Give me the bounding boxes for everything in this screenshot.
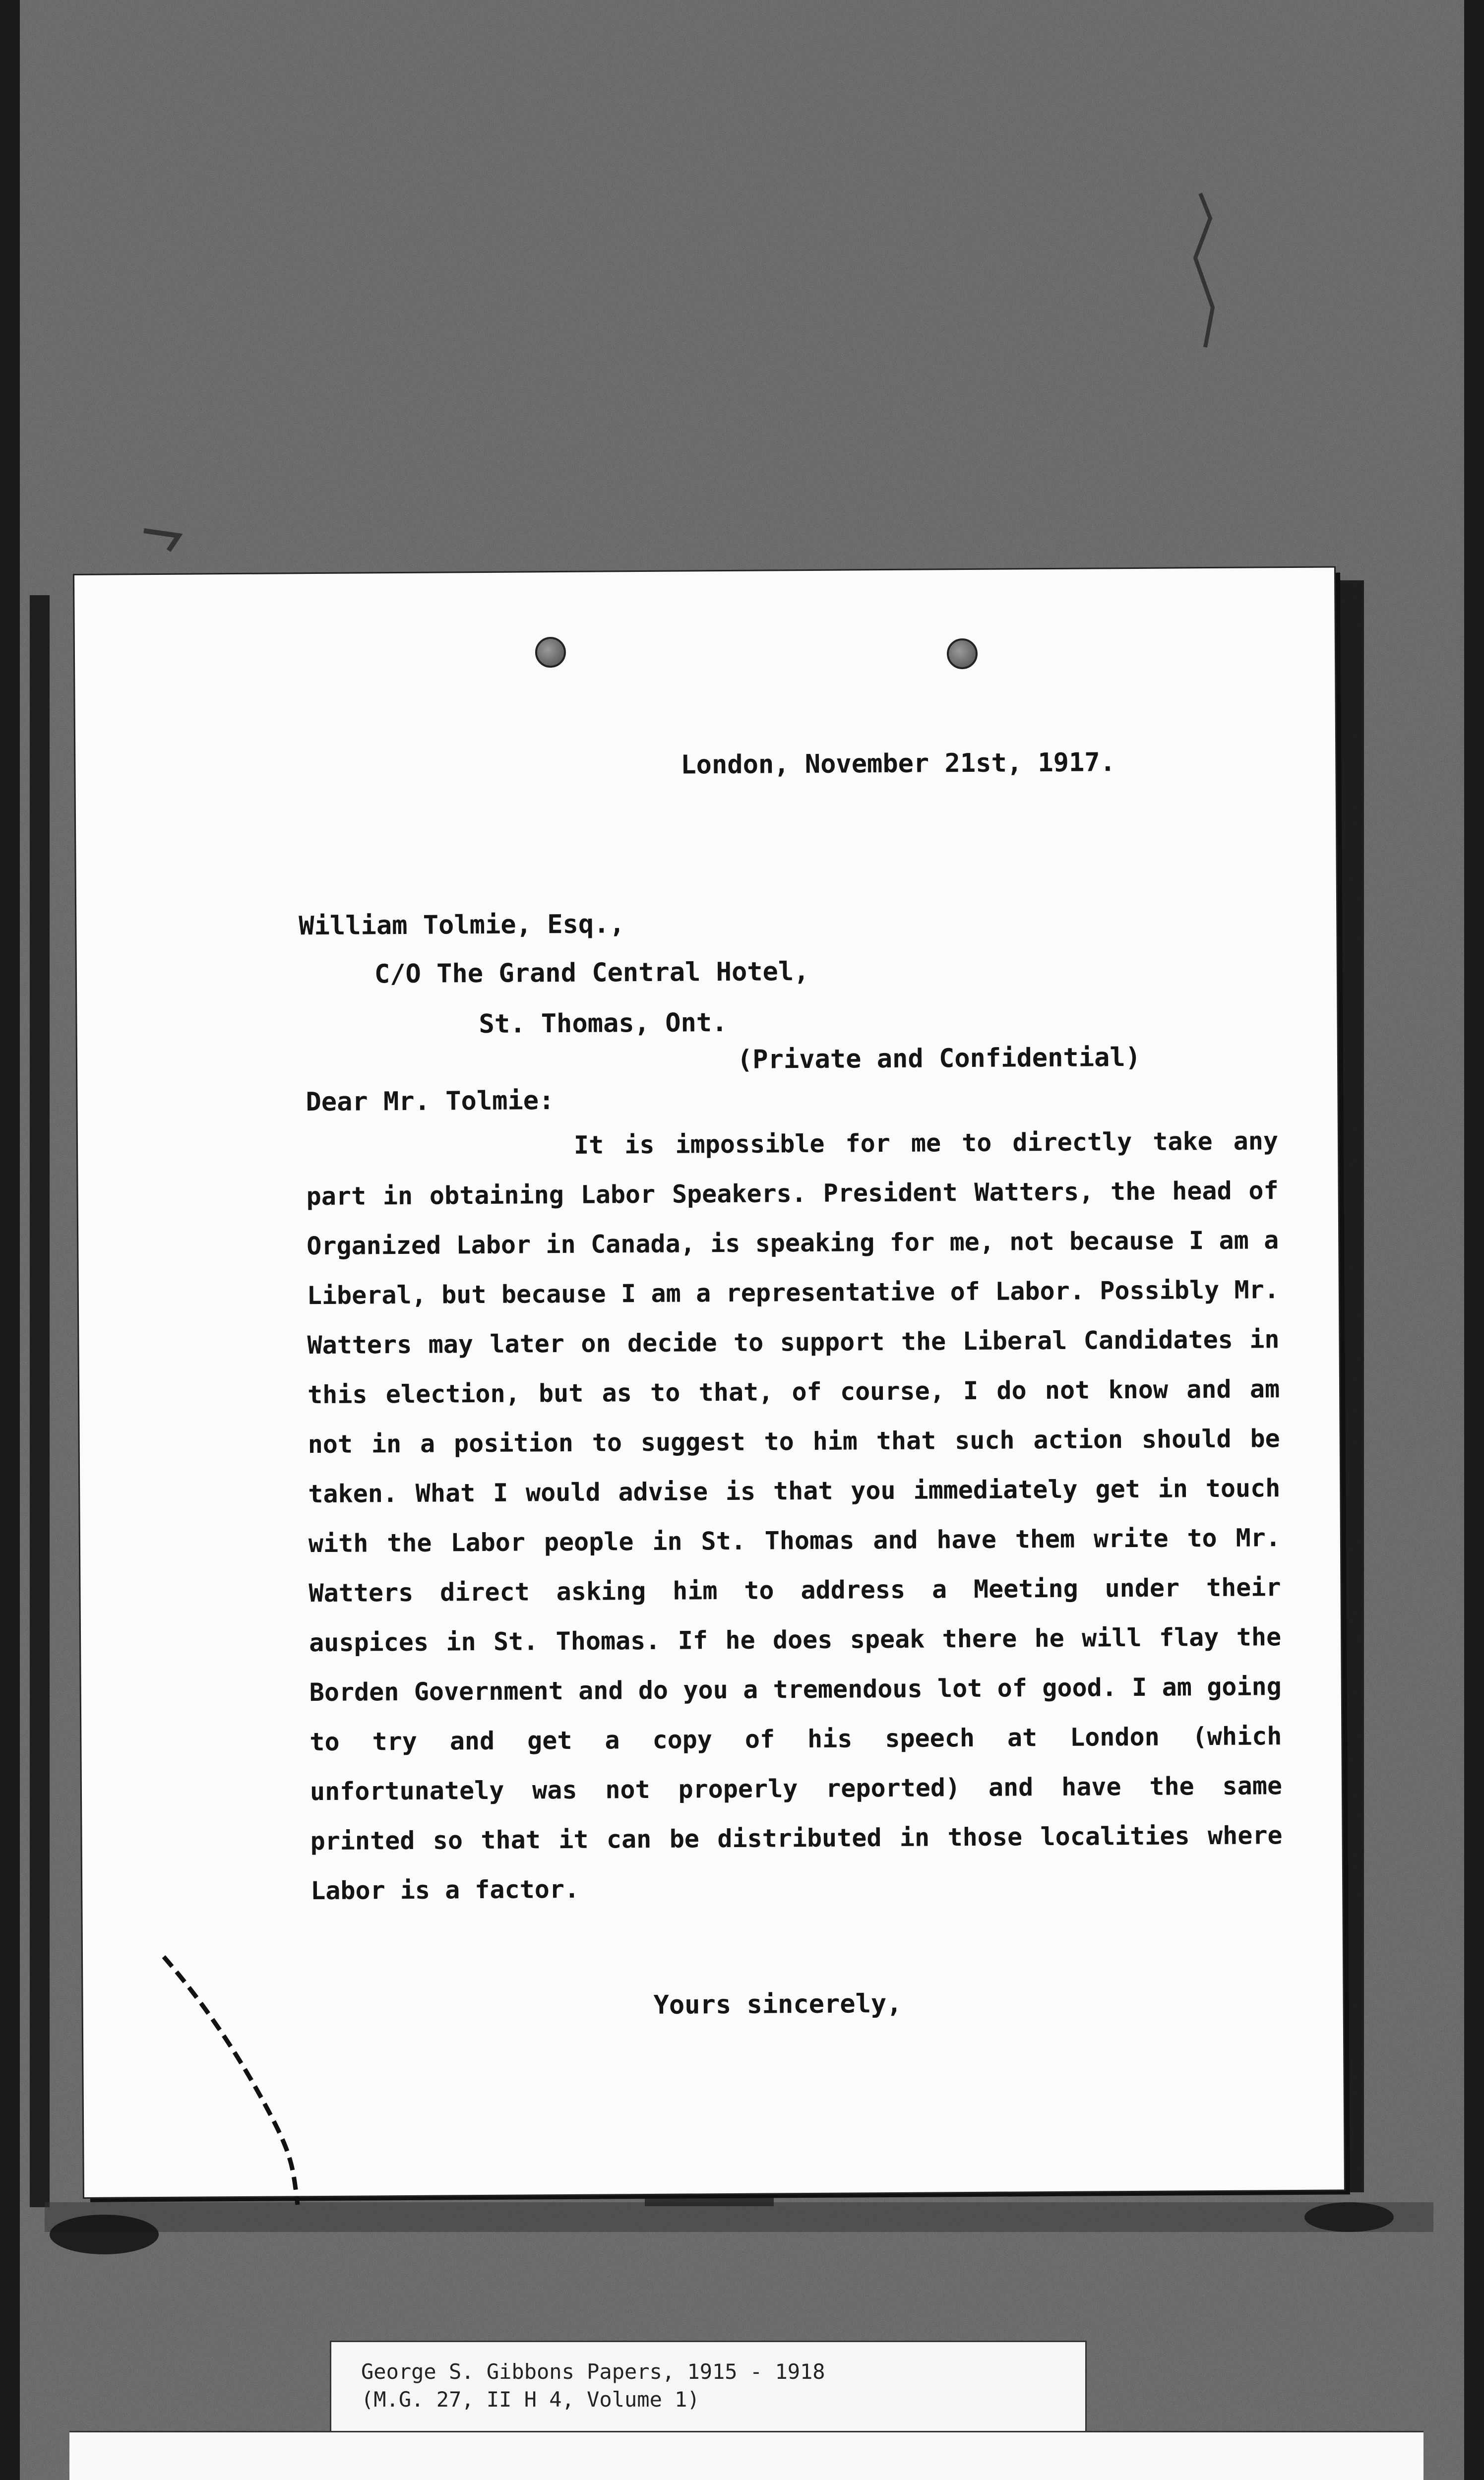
recipient-name: William Tolmie, Esq., — [299, 909, 625, 941]
salutation: Dear Mr. Tolmie: — [306, 1086, 555, 1117]
letter-date: London, November 21st, 1917. — [680, 747, 1116, 780]
ink-scratch-mark — [159, 1952, 308, 2210]
archive-stamp-card — [69, 2432, 1423, 2480]
punch-hole-left — [535, 637, 566, 668]
archive-reference-line-1: George S. Gibbons Papers, 1915 - 1918 — [361, 2359, 825, 2384]
recipient-address-line-1: C/O The Grand Central Hotel, — [374, 956, 809, 990]
archive-reference-line-2: (M.G. 27, II H 4, Volume 1) — [361, 2387, 700, 2412]
recipient-address-line-2: St. Thomas, Ont. — [479, 1007, 728, 1040]
letter-body: It is impossible for me to directly take any part in obtaining Labor Speakers. President Watters, the head of Organized Labor in Canada, is speaking for me, not because I am a Liberal, but because I am a representative of Labor. Possibly Mr. Watters may later on decide to support the Liberal Candidates in this election, but as to that, of course, I do not know and am not in a position to suggest to him that such action should be taken. What I would advise is that you immediately get in touch with the Labor people in St. Thomas and have them write to Mr. Watters direct asking him to address a Meeting under their auspices in St. Thomas. If he does speak there he will flay the Borden Government and do you a tremendous lot of good. I am going to try and get a copy of his speech at London (which unfortunately was not properly reported) and have the same printed so that it can be distributed in those localities where Labor is a factor. — [306, 1126, 1283, 1906]
closing: Yours sincerely, — [653, 1988, 902, 2020]
punch-hole-right — [947, 638, 978, 669]
confidential-notation: (Private and Confidential) — [737, 1042, 1141, 1075]
